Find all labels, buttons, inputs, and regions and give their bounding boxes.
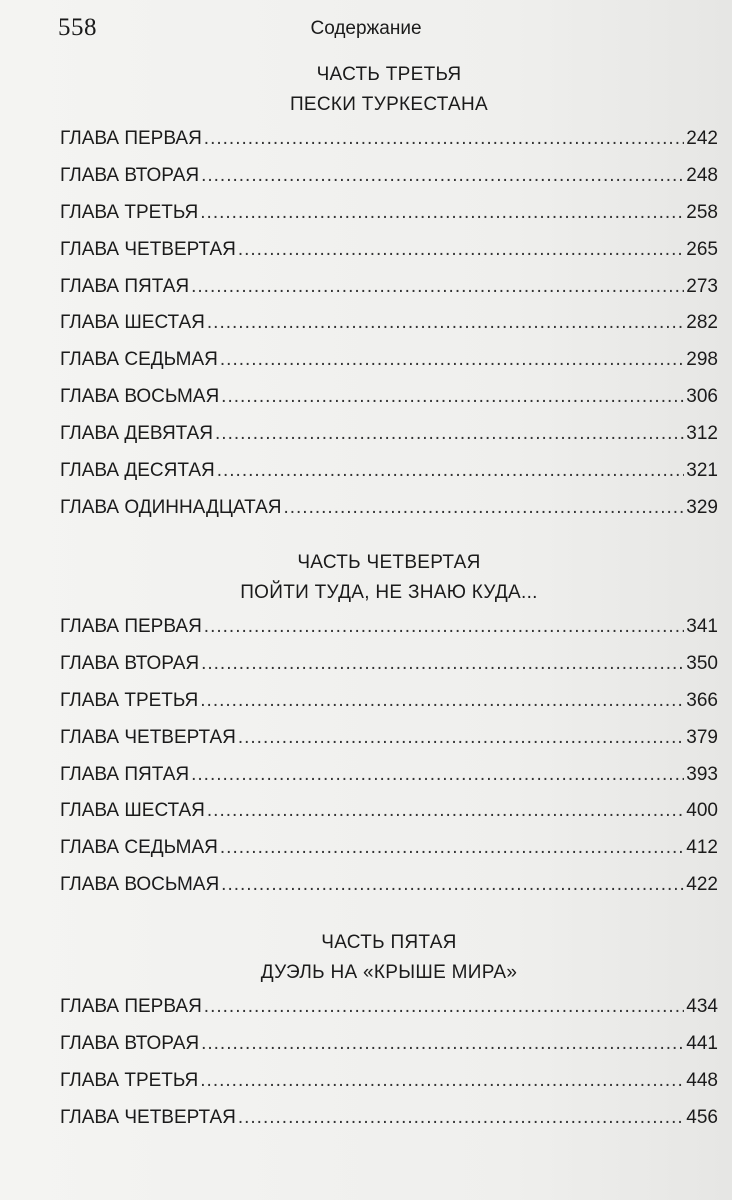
toc-entry[interactable] [60, 460, 718, 497]
toc-entry[interactable] [60, 800, 718, 837]
chapter-title: ГЛАВА ДЕВЯТАЯ [60, 423, 214, 445]
chapter-page: 448 [686, 1069, 718, 1091]
chapter-page: 273 [686, 275, 718, 297]
toc-entry[interactable] [60, 727, 718, 764]
dot-leader [220, 349, 684, 371]
chapter-title: ГЛАВА ШЕСТАЯ [60, 800, 205, 822]
part-label: ЧАСТЬ ПЯТАЯ [321, 932, 457, 953]
chapter-page: 379 [686, 726, 718, 748]
chapter-page: 258 [686, 201, 718, 223]
chapter-title: ГЛАВА ПЕРВАЯ [60, 616, 202, 637]
chapter-page: 312 [686, 423, 718, 445]
dot-leader [201, 653, 684, 675]
toc-entry[interactable] [60, 423, 718, 460]
toc-entry[interactable] [60, 1107, 718, 1144]
chapter-title: ГЛАВА СЕДЬМАЯ [60, 837, 218, 859]
dot-leader [283, 497, 684, 519]
chapter-page: 306 [686, 386, 718, 408]
dot-leader [204, 616, 685, 638]
chapter-page: 393 [686, 763, 718, 785]
toc-entry[interactable] [60, 386, 718, 423]
chapter-page: 298 [686, 349, 718, 371]
chapter-page: 434 [686, 996, 718, 1017]
chapter-title: ГЛАВА ВОСЬМАЯ [60, 386, 220, 408]
toc-entry[interactable] [60, 874, 718, 911]
chapter-title: ГЛАВА ЧЕТВЕРТАЯ [60, 726, 236, 748]
toc-entry[interactable] [60, 690, 718, 727]
toc-entry[interactable] [60, 202, 718, 239]
dot-leader [217, 460, 685, 482]
part-title: ПЕСКИ ТУРКЕСТАНА [289, 94, 489, 115]
chapter-list [60, 616, 718, 911]
dot-leader [191, 764, 684, 786]
chapter-page: 400 [686, 800, 718, 822]
toc-entry[interactable] [60, 1070, 718, 1107]
toc-entry[interactable] [60, 276, 718, 313]
toc-entry[interactable] [60, 128, 718, 165]
chapter-title: ГЛАВА ЧЕТВЕРТАЯ [60, 238, 236, 260]
toc-part-4 [60, 548, 718, 911]
dot-leader [200, 690, 684, 712]
running-title: Содержание [310, 18, 422, 39]
chapter-title: ГЛАВА ПЕРВАЯ [60, 996, 202, 1017]
chapter-title: ГЛАВА ВТОРАЯ [60, 652, 200, 674]
chapter-page: 282 [686, 312, 718, 334]
dot-leader [207, 312, 684, 334]
part-title: ДУЭЛЬ НА «КРЫШЕ МИРА» [260, 962, 518, 983]
chapter-page: 422 [686, 874, 718, 896]
page-number: 558 [58, 14, 97, 41]
chapter-list [60, 128, 718, 534]
chapter-title: ГЛАВА ПЯТАЯ [60, 763, 190, 785]
dot-leader [201, 165, 684, 187]
chapter-list [60, 996, 718, 1144]
dot-leader [207, 800, 684, 822]
toc-entry[interactable] [60, 616, 718, 653]
chapter-title: ГЛАВА ОДИННАДЦАТАЯ [60, 496, 282, 518]
chapter-title: ГЛАВА ВТОРАЯ [60, 1032, 200, 1054]
dot-leader [238, 1107, 684, 1129]
chapter-page: 456 [686, 1106, 718, 1128]
toc-entry[interactable] [60, 497, 718, 534]
chapter-page: 441 [686, 1032, 718, 1054]
toc-entry[interactable] [60, 1033, 718, 1070]
toc-entry[interactable] [60, 837, 718, 874]
chapter-title: ГЛАВА ВОСЬМАЯ [60, 874, 220, 896]
part-title: ПОЙТИ ТУДА, НЕ ЗНАЮ КУДА... [240, 582, 538, 603]
toc-part-3 [60, 60, 718, 534]
chapter-page: 329 [686, 496, 718, 518]
chapter-title: ГЛАВА ПЕРВАЯ [60, 128, 202, 149]
dot-leader [221, 874, 684, 896]
chapter-title: ГЛАВА ДЕСЯТАЯ [60, 460, 215, 482]
dot-leader [220, 837, 684, 859]
chapter-title: ГЛАВА ПЯТАЯ [60, 275, 190, 297]
chapter-page: 341 [686, 616, 718, 637]
toc-entry[interactable] [60, 312, 718, 349]
toc-entry[interactable] [60, 764, 718, 801]
chapter-page: 350 [686, 652, 718, 674]
dot-leader [200, 202, 684, 224]
dot-leader [191, 276, 684, 298]
dot-leader [204, 128, 685, 150]
part-label: ЧАСТЬ ЧЕТВЕРТАЯ [297, 552, 481, 573]
chapter-page: 265 [686, 238, 718, 260]
chapter-title: ГЛАВА ВТОРАЯ [60, 164, 200, 186]
chapter-page: 242 [686, 128, 718, 149]
chapter-page: 412 [686, 837, 718, 859]
dot-leader [215, 423, 684, 445]
chapter-page: 248 [686, 164, 718, 186]
dot-leader [201, 1033, 684, 1055]
toc-entry[interactable] [60, 239, 718, 276]
dot-leader [238, 727, 684, 749]
chapter-page: 366 [686, 689, 718, 711]
dot-leader [200, 1070, 684, 1092]
chapter-page: 321 [686, 460, 718, 482]
toc-entry[interactable] [60, 996, 718, 1033]
dot-leader [238, 239, 684, 261]
toc-part-5 [60, 928, 718, 1144]
chapter-title: ГЛАВА ТРЕТЬЯ [60, 1069, 199, 1091]
toc-entry[interactable] [60, 349, 718, 386]
part-label: ЧАСТЬ ТРЕТЬЯ [316, 64, 462, 85]
dot-leader [204, 996, 685, 1018]
toc-entry[interactable] [60, 165, 718, 202]
chapter-title: ГЛАВА ТРЕТЬЯ [60, 689, 199, 711]
chapter-title: ГЛАВА ШЕСТАЯ [60, 312, 205, 334]
chapter-title: ГЛАВА СЕДЬМАЯ [60, 349, 218, 371]
dot-leader [221, 386, 684, 408]
chapter-title: ГЛАВА ЧЕТВЕРТАЯ [60, 1106, 236, 1128]
chapter-title: ГЛАВА ТРЕТЬЯ [60, 201, 199, 223]
toc-entry[interactable] [60, 653, 718, 690]
